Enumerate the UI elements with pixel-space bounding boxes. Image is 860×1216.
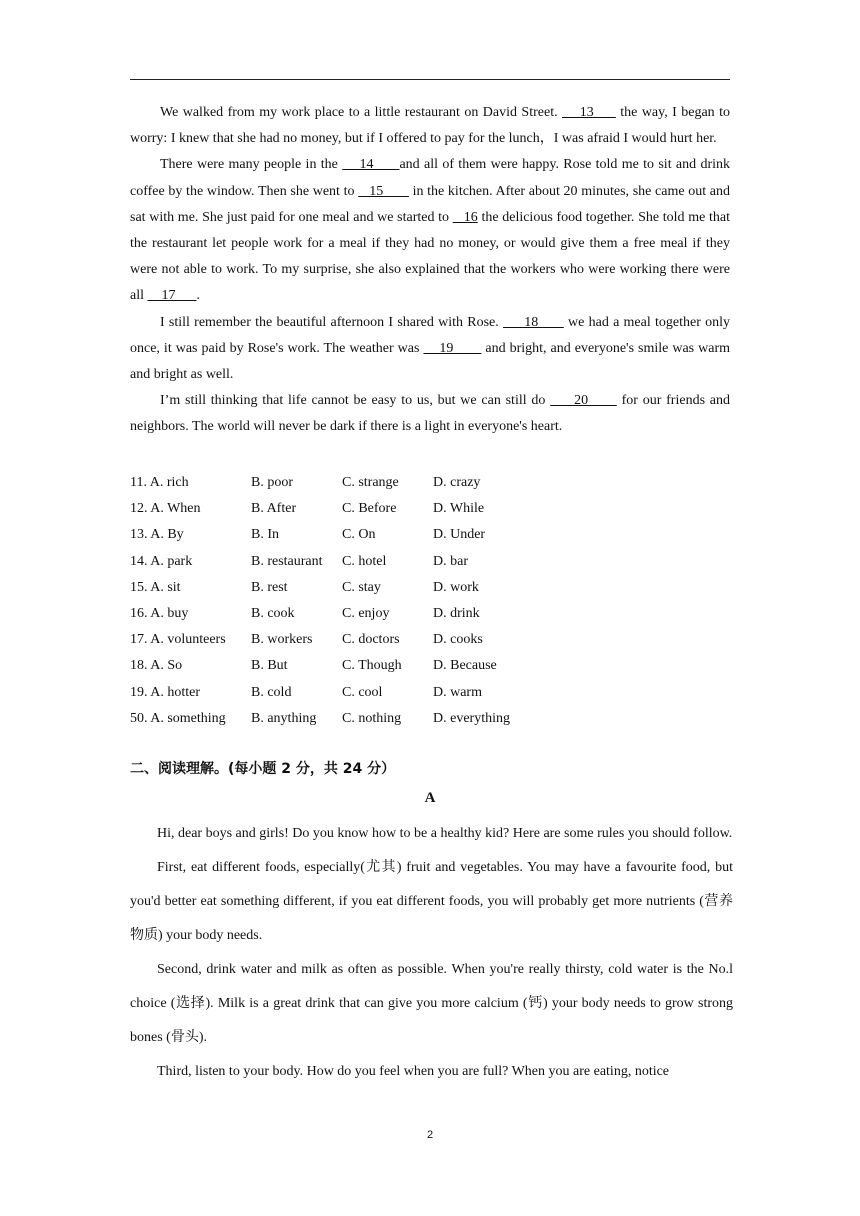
paragraph-text: the way, I began to worry: I knew that she had no money, but if I offered to pay for the lunch，I was afraid I would hurt her.	[130, 105, 730, 147]
option-choice: 17. A. volunteers	[130, 632, 226, 648]
reading-paragraph: First, eat different foods, especially(尤其) fruit and vegetables. You may have a favourite food, but you'd better eat something different, if you eat different foods, you will probably get more nutrients (营养物质) your body needs.	[130, 860, 733, 943]
paragraph-text: There were many people in the	[160, 157, 343, 173]
option-choice: B. workers	[251, 632, 313, 648]
section-title: 二、阅读理解。(每小题 2 分，共 24 分）	[130, 761, 396, 777]
option-choice: D. work	[433, 579, 479, 595]
option-choice: B. restaurant	[251, 553, 323, 569]
answer-blank: 15	[358, 183, 409, 199]
option-row	[130, 653, 730, 679]
cloze-paragraph	[130, 100, 730, 152]
option-row	[130, 522, 730, 548]
option-choice: D. bar	[433, 553, 468, 569]
paragraph-text: and bright, and everyone's smile was warm and bright as well.	[130, 340, 731, 383]
reading-paragraph: Second, drink water and milk as often as possible. When you're really thirsty, cold water is the No.l choice (选择). Milk is a great drink that can give you more calcium (钙) your body needs to grow strong bones (骨头).	[130, 962, 733, 1045]
option-choice: C. nothing	[342, 710, 402, 726]
option-choice: C. cool	[342, 684, 383, 700]
option-row	[130, 706, 730, 732]
option-row	[130, 601, 730, 627]
answer-blank: 16	[452, 209, 478, 225]
option-choice: C. doctors	[342, 632, 400, 648]
option-choice: B. rest	[251, 579, 288, 595]
paragraph-text: I still remember the beautiful afternoon I shared with Rose.	[160, 314, 504, 330]
paragraph-text: We walked from my work place to a little restaurant on David Street.	[160, 105, 563, 120]
paragraph-text: we had a meal together only once, it was paid by Rose's work. The weather was	[130, 314, 731, 356]
paragraph-text: I’m still thinking that life cannot be easy to us, but we can still do	[160, 393, 551, 409]
option-choice: 13. A. By	[130, 527, 184, 543]
page-number: 2	[426, 1129, 434, 1141]
answer-blank: 20	[550, 393, 617, 409]
cloze-passage	[130, 100, 730, 441]
option-choice: C. strange	[342, 475, 399, 490]
option-choice: C. hotel	[342, 553, 387, 569]
option-choice: D. Under	[433, 527, 486, 543]
option-choice: D. Because	[433, 658, 497, 674]
option-choice: 50. A. something	[130, 710, 226, 726]
option-choice: B. But	[251, 658, 288, 674]
option-choice: C. On	[342, 527, 376, 543]
cloze-options	[130, 470, 730, 732]
answer-blank: 18	[503, 314, 564, 330]
option-choice: B. In	[251, 527, 279, 543]
option-row	[130, 627, 730, 653]
part-label: A	[424, 790, 436, 806]
option-choice: C. Though	[342, 658, 402, 674]
option-choice: D. drink	[433, 605, 480, 621]
option-row	[130, 496, 730, 522]
paragraph-text: for our friends and neighbors. The world will never be dark if there is a light in everyone's heart.	[130, 393, 731, 435]
option-choice: 11. A. rich	[130, 475, 189, 490]
option-choice: B. cold	[251, 684, 292, 700]
cloze-paragraph	[130, 310, 730, 389]
option-choice: C. Before	[342, 501, 397, 517]
option-choice: 19. A. hotter	[130, 684, 200, 700]
paragraph-text: .	[196, 288, 200, 304]
answer-blank: 14	[342, 157, 400, 173]
paragraph-text: the delicious food together. She told me that the restaurant let people work for a meal if they had no money, or would give them a free meal if they were not able to work. To my surprise, she also explained that the workers who were working there were all	[130, 209, 730, 304]
option-row	[130, 470, 730, 496]
option-row	[130, 680, 730, 706]
answer-blank: 13	[562, 105, 616, 120]
option-choice: B. poor	[251, 475, 293, 490]
reading-paragraph: Third, listen to your body. How do you feel when you are full? When you are eating, notice	[157, 1064, 670, 1079]
header-rule	[130, 79, 730, 80]
option-choice: B. After	[251, 501, 297, 517]
answer-blank: 19	[423, 340, 482, 356]
cloze-paragraph	[130, 152, 730, 309]
option-choice: D. cooks	[433, 632, 483, 648]
option-row	[130, 575, 730, 601]
option-choice: B. anything	[251, 710, 317, 726]
option-choice: 12. A. When	[130, 501, 201, 517]
option-choice: 18. A. So	[130, 658, 183, 674]
option-choice: B. cook	[251, 605, 295, 621]
option-choice: D. While	[433, 501, 485, 517]
option-choice: D. crazy	[433, 475, 481, 490]
option-choice: D. warm	[433, 684, 482, 700]
option-choice: C. enjoy	[342, 605, 390, 621]
reading-paragraph: Hi, dear boys and girls! Do you know how to be a healthy kid? Here are some rules you should follow.	[157, 826, 733, 841]
cloze-paragraph	[130, 388, 730, 440]
answer-blank: 17	[147, 288, 197, 304]
reading-passage	[130, 817, 733, 1089]
paragraph-text: in the kitchen. After about 20 minutes, she came out and sat with me. She just paid for one meal and we started to	[130, 183, 731, 225]
option-choice: 16. A. buy	[130, 605, 189, 621]
paragraph-text: and all of them were happy. Rose told me to sit and drink coffee by the window. Then she went to	[130, 157, 730, 199]
option-choice: 14. A. park	[130, 553, 193, 569]
option-choice: D. everything	[433, 710, 510, 726]
option-row	[130, 549, 730, 575]
option-choice: 15. A. sit	[130, 579, 181, 595]
option-choice: C. stay	[342, 579, 381, 595]
